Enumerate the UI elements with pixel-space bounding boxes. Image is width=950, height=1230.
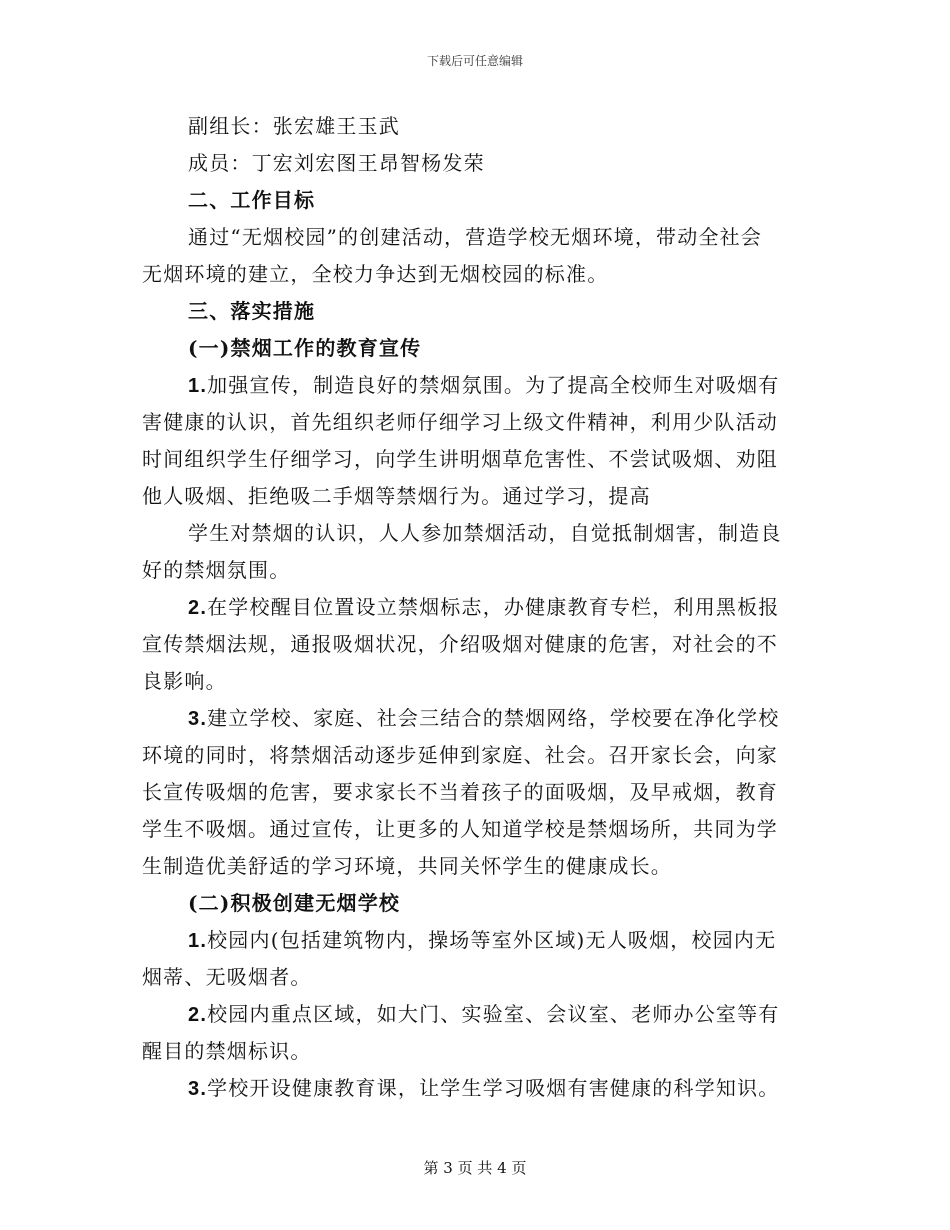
paragraph-line: 通过“无烟校园”的创建活动，营造学校无烟环境，带动全社会 [188, 225, 763, 249]
item-number: 2. [188, 597, 208, 619]
item-number: 2. [188, 1004, 208, 1026]
page-header-note: 下载后可任意编辑 [426, 54, 523, 68]
subsection-heading-education: (一)禁烟工作的教育宣传 [188, 336, 422, 360]
paragraph-line: 环境的同时，将禁烟活动逐步延伸到家庭、社会。召开家长会，向家 [142, 743, 778, 767]
paragraph-line: 他人吸烟、拒绝吸二手烟等禁烟行为。通过学习，提高 [142, 484, 651, 508]
item-text: 在学校醒目位置设立禁烟标志，办健康教育专栏，利用黑板报 [207, 595, 780, 619]
subsection-heading-smoke-free: (二)积极创建无烟学校 [188, 891, 401, 915]
document-body [142, 108, 798, 1107]
paragraph-line: 学生不吸烟。通过宣传，让更多的人知道学校是禁烟场所，共同为学 [142, 817, 778, 841]
paragraph-line: 宣传禁烟法规，通报吸烟状况，介绍吸烟对健康的危害，对社会的不 [142, 632, 778, 656]
section-heading-goals: 二、工作目标 [188, 188, 316, 212]
list-item-line [142, 922, 798, 959]
item-text: 校园内重点区域，如大门、实验室、会议室、老师办公室等有 [207, 1002, 780, 1026]
paragraph-line: 醒目的禁烟标识。 [142, 1039, 312, 1063]
item-text: 校园内(包括建筑物内，操场等室外区域)无人吸烟，校园内无 [207, 928, 777, 952]
item-number: 3. [188, 708, 208, 730]
deputy-leader-line: 副组长：张宏雄王玉武 [188, 114, 400, 138]
list-item-line [142, 589, 798, 626]
list-item-line [142, 1070, 798, 1107]
paragraph-line: 长宣传吸烟的危害，要求家长不当着孩子的面吸烟，及早戒烟，教育 [142, 780, 778, 804]
paragraph-line: 无烟环境的建立，全校力争达到无烟校园的标准。 [142, 262, 609, 286]
page-footer-number: 第 3 页 共 4 页 [423, 1159, 527, 1177]
list-item-line [142, 367, 798, 404]
item-number: 1. [188, 930, 208, 952]
paragraph-line: 良影响。 [142, 669, 227, 693]
paragraph-line: 时间组织学生仔细学习，向学生讲明烟草危害性、不尝试吸烟、劝阻 [142, 447, 778, 471]
item-text: 学校开设健康教育课，让学生学习吸烟有害健康的科学知识。 [207, 1076, 780, 1100]
paragraph-line: 烟蒂、无吸烟者。 [142, 965, 312, 989]
paragraph-line: 生制造优美舒适的学习环境，共同关怀学生的健康成长。 [142, 854, 672, 878]
item-text: 加强宣传，制造良好的禁烟氛围。为了提高全校师生对吸烟有 [207, 373, 780, 397]
paragraph-line: 害健康的认识，首先组织老师仔细学习上级文件精神，利用少队活动 [142, 410, 778, 434]
paragraph-line: 学生对禁烟的认识，人人参加禁烟活动，自觉抵制烟害，制造良 [188, 521, 782, 545]
item-number: 1. [188, 375, 208, 397]
item-number: 3. [188, 1078, 208, 1100]
list-item-line [142, 700, 798, 737]
paragraph-line: 好的禁烟氛围。 [142, 558, 291, 582]
section-heading-measures: 三、落实措施 [188, 299, 316, 323]
list-item-line [142, 996, 798, 1033]
item-text: 建立学校、家庭、社会三结合的禁烟网络，学校要在净化学校 [207, 706, 780, 730]
members-line: 成员：丁宏刘宏图王昂智杨发荣 [188, 151, 485, 175]
